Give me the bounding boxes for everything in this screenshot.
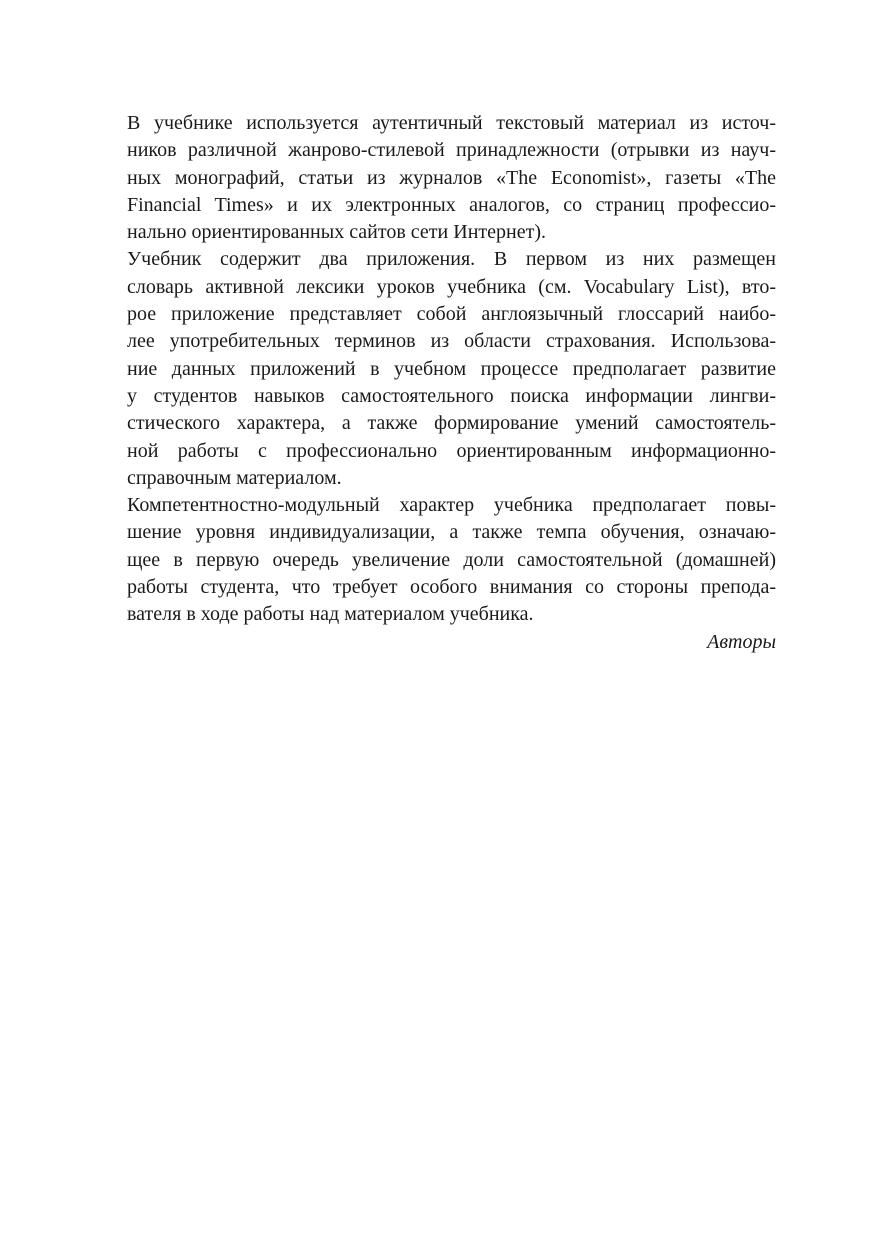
text-line: у студентов навыков самостоятельного поиска информации лингви- [127,384,776,407]
text-line: рое приложение представляет собой англоязычный глоссарий наибо- [127,303,776,326]
text-line: словарь активной лексики уроков учебника (см. Vocabulary List), вто- [127,275,776,298]
text-line: ников различной жанрово-стилевой принадлежности (отрывки из науч- [127,139,776,162]
text-line: Компетентностно-модульный характер учебника предполагает повы- [127,494,776,517]
text-line: шение уровня индивидуализации, а также темпа обучения, означаю- [127,521,776,544]
paragraph-appendices [100,246,776,492]
text-line: ной работы с профессионально ориентированным информационно- [127,439,776,462]
text-line: лее употребительных терминов из области страхования. Использова- [127,330,776,353]
text-line: ных монографий, статьи из журналов «The Economist», газеты «The [127,166,776,189]
text-line: вателя в ходе работы над материалом учебника. [127,603,534,626]
text-line: нально ориентированных сайтов сети Интернет). [127,221,546,244]
text-line: Financial Times» и их электронных аналогов, со страниц профессио- [127,193,776,216]
text-line: В учебнике используется аутентичный текстовый материал из источ- [127,112,776,134]
signature: Авторы [707,630,776,653]
text-line: Учебник содержит два приложения. В первом из них размещен [127,248,776,271]
text-line: справочным материалом. [127,466,342,489]
paragraph-competence [100,492,776,628]
text-line: стического характера, а также формирование умений самостоятель- [127,412,776,435]
paragraph-sources [100,110,776,246]
text-block [100,110,776,656]
text-line: ние данных приложений в учебном процессе предполагает развитие [127,357,776,380]
text-line: щее в первую очередь увеличение доли самостоятельной (домашней) [127,548,776,571]
text-line: работы студента, что требует особого внимания со стороны препода- [127,576,776,599]
